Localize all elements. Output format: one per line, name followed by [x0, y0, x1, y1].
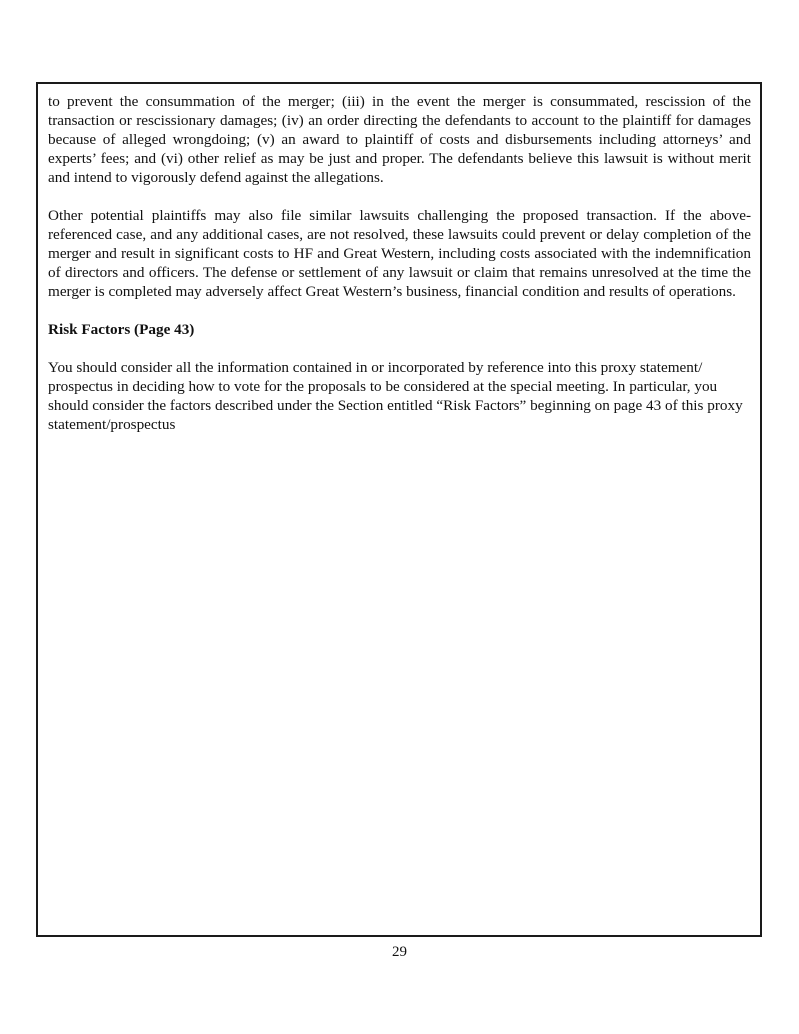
potential-lawsuits-paragraph: Other potential plaintiffs may also file similar lawsuits challenging the proposed transaction. If the above-referenced case, and any additional cases, are not resolved, these lawsuits could prevent or delay completion of the merger and result in significant costs to HF and Great Western, including costs associated with the indemnification of directors and officers. The defense or settlement of any lawsuit or claim that remains unresolved at the time the merger is completed may adversely affect Great Western’s business, financial condition and results of operations. — [48, 207, 751, 300]
risk-factors-paragraph: You should consider all the information contained in or incorporated by reference into this proxy statement/ prospectus in deciding how to vote for the proposals to be considered at the special meeting. In particular, you should consider the factors described under the Section entitled “Risk Factors” beginning on page 43 of this proxy statement/prospectus — [48, 359, 743, 433]
document-frame — [36, 82, 762, 937]
page-number: 29 — [392, 944, 407, 960]
lawsuit-relief-paragraph: to prevent the consummation of the merger; (iii) in the event the merger is consummated, rescission of the transaction or rescissionary damages; (iv) an order directing the defendants to account to the plaintiff for damages because of alleged wrongdoing; (v) an award to plaintiff of costs and disbursements including attorneys’ and experts’ fees; and (vi) other relief as may be just and proper. The defendants believe this lawsuit is without merit and intend to vigorously defend against the allegations. — [48, 93, 751, 186]
risk-factors-heading: Risk Factors (Page 43) — [48, 321, 195, 338]
